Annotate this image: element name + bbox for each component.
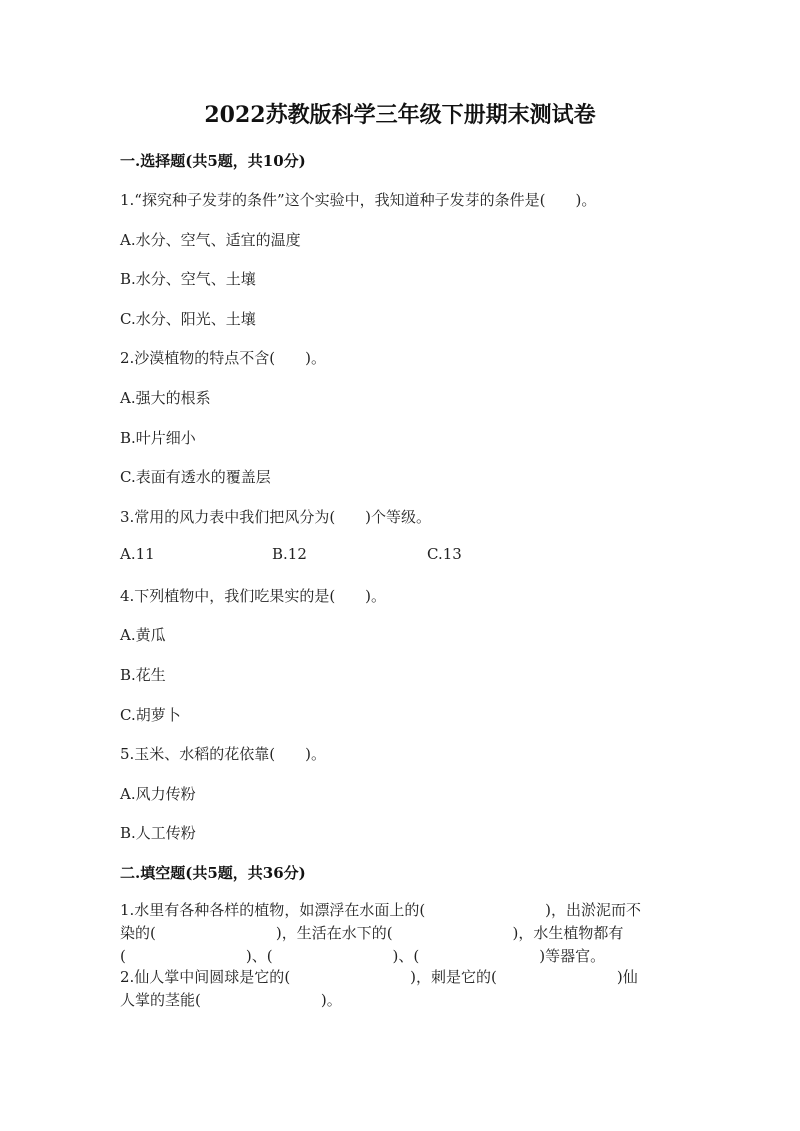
question-3-option-c: C.13 [427,545,462,563]
fill-question-1-line: ( )、( )、( )等器官。 [120,947,606,965]
question-2-option-c: C.表面有透水的覆盖层 [120,468,271,486]
section-heading-fill: 二.填空题(共5题，共36分) [120,864,306,882]
question-4-stem: 4.下列植物中，我们吃果实的是( )。 [120,587,387,605]
question-4-option-c: C.胡萝卜 [120,706,181,724]
fill-question-1 [120,899,680,968]
question-1-stem: 1.“探究种子发芽的条件”这个实验中，我知道种子发芽的条件是( )。 [120,191,597,209]
question-3-option-b: B.12 [272,545,307,563]
fill-question-1-line: 1.水里有各种各样的植物，如漂浮在水面上的( )，出淤泥而不 [120,901,642,919]
question-5-stem: 5.玉米、水稻的花依靠( )。 [120,745,327,763]
fill-question-2 [120,966,680,1012]
question-2-stem: 2.沙漠植物的特点不含( )。 [120,349,327,367]
fill-question-1-line: 染的( )，生活在水下的( )，水生植物都有 [120,924,624,942]
question-4-option-b: B.花生 [120,666,166,684]
question-1-option-b: B.水分、空气、土壤 [120,270,256,288]
question-3-stem: 3.常用的风力表中我们把风分为( )个等级。 [120,508,432,526]
question-1-option-a: A.水分、空气、适宜的温度 [120,231,301,249]
question-2-option-a: A.强大的根系 [120,389,211,407]
section-heading-choice: 一.选择题(共5题，共10分) [120,152,306,170]
fill-question-2-line: 2.仙人掌中间圆球是它的( )，刺是它的( )仙 [120,968,638,986]
question-5-option-a: A.风力传粉 [120,785,196,803]
question-4-option-a: A.黄瓜 [120,626,166,644]
page-title: 2022苏教版科学三年级下册期末测试卷 [204,102,596,128]
question-2-option-b: B.叶片细小 [120,429,196,447]
question-5-option-b: B.人工传粉 [120,824,196,842]
fill-question-2-line: 人掌的茎能( )。 [120,991,342,1009]
question-3-option-a: A.11 [120,545,155,563]
question-1-option-c: C.水分、阳光、土壤 [120,310,256,328]
